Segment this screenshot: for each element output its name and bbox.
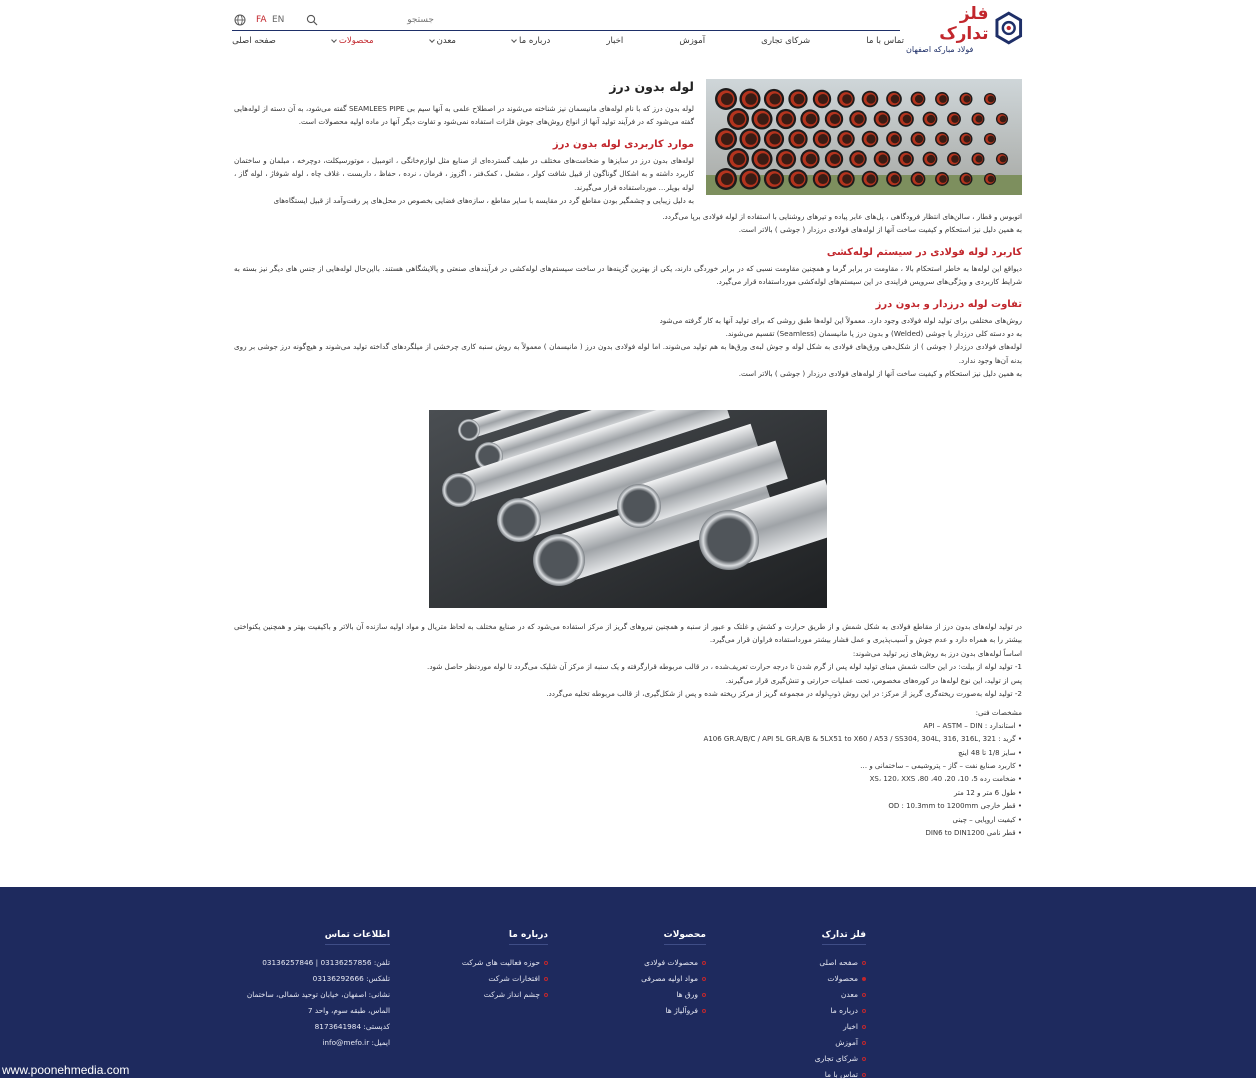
pipe-hole: [794, 174, 805, 185]
footer-link-label: شرکای تجاری: [814, 1054, 858, 1063]
nav-item-label: آموزش: [679, 36, 706, 46]
production-section: [234, 620, 1022, 841]
spec-item: • طول 6 متر و 12 متر: [954, 788, 1022, 797]
production-paragraph-2: اساساً لوله‌های بدون درز به روش‌های زیر تولید می‌شوند:: [852, 648, 1022, 658]
pipe-hole: [963, 135, 970, 142]
footer-link[interactable]: [388, 971, 548, 987]
pipe-hole: [988, 176, 995, 183]
logo-text: [906, 4, 988, 55]
pipe-hole: [818, 94, 828, 104]
pipe-hole: [878, 154, 887, 163]
steel-pipes-image: [429, 410, 827, 608]
chevron-down-icon: [429, 37, 435, 43]
logo-title: فلز تدارک: [939, 3, 989, 44]
footer-col-contact: [230, 922, 390, 1051]
nav-item-label: اخبار: [606, 36, 624, 46]
footer-link[interactable]: [706, 1035, 866, 1051]
pipe-hole: [733, 153, 745, 165]
pipe-hole: [830, 154, 840, 164]
pipe-hole: [988, 136, 995, 143]
pipe-hole: [939, 95, 947, 103]
pipe-hole: [757, 153, 769, 165]
pipe-hole: [866, 174, 875, 183]
bullet-icon: [862, 1041, 866, 1045]
pipe-hole: [951, 115, 959, 123]
steel-tube-end: [617, 484, 661, 528]
uses-heading: موارد کاربردی لوله بدون درز: [552, 138, 694, 150]
pipe-hole: [842, 94, 852, 104]
pipe-hole: [769, 173, 780, 184]
logo[interactable]: [906, 3, 1024, 54]
footer-link-label: محصولات: [827, 974, 858, 983]
pipe-hole: [878, 114, 887, 123]
footer-link[interactable]: [546, 987, 706, 1003]
search-bar: [232, 12, 900, 31]
bullet-icon: [862, 1009, 866, 1013]
pipe-hole: [915, 175, 923, 183]
nav-item-label: تماس با ما: [866, 36, 904, 46]
pipe-hole: [781, 113, 792, 124]
nav-item-label: شرکای تجاری: [761, 36, 811, 46]
contact-line: تلفن: 03136257856 | 03136257846: [262, 958, 390, 967]
footer-link-label: مواد اولیه مصرفی: [641, 974, 698, 983]
search-icon[interactable]: [306, 14, 318, 26]
footer-link-label: حوزه فعالیت های شرکت: [461, 958, 540, 967]
bullet-icon: [702, 993, 706, 997]
footer-link[interactable]: [706, 955, 866, 971]
spec-item: • کاربرد صنایع نفت – گاز – پتروشیمی – ساختمانی و …: [860, 762, 1022, 771]
pipe-hole: [915, 135, 923, 143]
footer-link-label: ورق ها: [676, 990, 698, 999]
footer-link-label: درباره ما: [830, 1006, 858, 1015]
pipe-hole: [927, 155, 935, 163]
footer-link[interactable]: [706, 1067, 866, 1083]
pipe-hole: [733, 113, 745, 125]
pipe-hole: [1000, 156, 1007, 163]
bullet-icon: [544, 993, 548, 997]
bullet-icon: [702, 1009, 706, 1013]
bullet-icon: [862, 1073, 866, 1077]
footer-link[interactable]: [546, 971, 706, 987]
logo-mark-icon: [994, 11, 1024, 47]
uses-paragraph-4: به همین دلیل نیز استحکام و کیفیت ساخت آنها از لوله‌های فولادی درزدار ( جوشی ) بالاتر است.: [738, 225, 1022, 235]
footer-link[interactable]: [546, 955, 706, 971]
search-input[interactable]: [324, 13, 434, 27]
difference-paragraph-2: به دو دسته کلی درزدار یا جوشی (Welded) و بدون درز یا مانیسمان (Seamless) تقسیم می‌شوند.: [725, 329, 1022, 339]
footer-col-products: [546, 922, 706, 1019]
pipe-hole: [903, 155, 912, 164]
steel-tube-end: [442, 473, 476, 507]
spec-item: • گرید : A106 GR.A/B/C / API 5L GR.A/B & 5LX51 to X60 / A53 / SS304, 304L, 316, 316L, 321: [703, 735, 1022, 744]
nav-item[interactable]: [232, 34, 276, 48]
spec-item: • سایز 1/8 تا 48 اینچ: [958, 748, 1022, 757]
contact-line: تلفکس: 03136292666: [312, 974, 390, 983]
nav-item-label: صفحه اصلی: [232, 36, 276, 46]
nav-item-label: معدن: [436, 36, 456, 46]
contact-line: ایمیل: info@mefo.ir: [322, 1038, 390, 1047]
uses-paragraph-2: به دلیل زیبایی و چشمگیر بودن مقاطع گرد در مقایسه با سایر مقاطع ، سازه‌های فضایی بخصوص در محل‌های پر رفت‌وآمد از قبیل ایستگاه‌های: [273, 196, 694, 206]
uses-continued: [234, 210, 1022, 381]
bullet-icon: [544, 977, 548, 981]
intro-paragraph: لوله بدون درز که با نام لوله‌های مانیسمان نیز شناخته می‌شوند در اصطلاح علمی به آنها سیم بی SEAMLEES PIPE گفته می‌شود، به آن دسته از لوله‌هایی گفته می‌شود که در فرآیند تولید آنها از انواع روش‌های جوش فلزات استفاده نمی‌شود و تفاوت دیگر آنها در ماده اولیه محصولات است.: [234, 104, 694, 127]
pipe-hole: [781, 153, 792, 164]
pipe-hole: [818, 174, 828, 184]
nav-item-label: محصولات: [338, 36, 374, 46]
footer-col3-list: [388, 955, 548, 1003]
footer-link[interactable]: [388, 955, 548, 971]
difference-heading: تفاوت لوله درزدار و بدون درز: [875, 298, 1022, 310]
pipe-hole: [1000, 116, 1007, 123]
production-paragraph-3: 1- تولید لوله از بیلت: در این حالت شمش مبنای تولید لوله پس از گرم شدن تا درجه حرارت تعریف‌شده ، در قالب مربوطه قرارگرفته و یک سنبه از مرکز آن شلیک می‌گردد تا لوله موردنظر حاصل شود.: [427, 662, 1022, 672]
bullet-icon: [862, 993, 866, 997]
difference-paragraph-4: به همین دلیل نیز استحکام و کیفیت ساخت آنها از لوله‌های فولادی درزدار ( جوشی ) بالاتر است.: [738, 369, 1022, 379]
nav-item-label: درباره ما: [519, 36, 551, 46]
footer-link-label: چشم انداز شرکت: [483, 990, 540, 999]
pipe-hole: [745, 93, 757, 105]
main-nav: [232, 34, 904, 48]
footer-link[interactable]: [706, 987, 866, 1003]
bullet-icon: [862, 1025, 866, 1029]
watermark: www.poonehmedia.com: [2, 1063, 130, 1077]
nav-item[interactable]: [430, 34, 456, 48]
pipe-hole: [939, 175, 947, 183]
lang-fa-link[interactable]: FA: [256, 15, 267, 25]
footer: [0, 887, 1256, 1078]
uses-paragraph-1: لوله‌های بدون درز در سایزها و ضخامت‌های مختلف در طیف گسترده‌ای از صنایع مثل لوازم‌خانگی ، اتومبیل ، موتورسیکلت، دوچرخه ، مبلمان و ساختمان کاربرد داشته و به اشکال گوناگون از قبیل شافت کولر ، مشعل ، کمک‌فنر ، اگزوز ، فرمان ، نرده ، حفاظ ، داربست ، غلاف چاه ، لوله شوفاژ ، لوله گاز ، لوله بویلر… مورداستفاده قرار می‌گیرند.: [234, 155, 694, 192]
pipe-hole: [891, 175, 900, 184]
footer-col-links: [706, 922, 866, 1083]
footer-link-label: محصولات فولادی: [644, 958, 698, 967]
pipe-hole: [745, 173, 757, 185]
pipe-hole: [963, 95, 970, 102]
production-paragraph-4: پس از تولید، این نوع لوله‌ها در کوره‌های مخصوص، تحت عملیات حرارتی و تنش‌گیری قرار می‌گیرند.: [725, 675, 1022, 685]
bullet-icon: [702, 977, 706, 981]
pipe-hole: [830, 114, 840, 124]
pipe-hole: [975, 155, 982, 162]
page-title: لوله بدون درز: [609, 79, 694, 94]
footer-link[interactable]: [388, 987, 548, 1003]
spec-item: • کیفیت اروپایی – چینی: [952, 815, 1022, 824]
pipe-hole: [891, 95, 900, 104]
production-paragraph-1: در تولید لوله‌های بدون درز از مقاطع فولادی به شکل شمش و از طریق حرارت و کشش و غلتک و عبور از سنبه و همچنین نیروهای گریز از مرکز استفاده می‌شود که در صنایع مختلف به لحاظ متریال و مواد اولیه سازنده آن بالاتر و باکیفیت بهتر و همچنین یکنواختی بیشتر را به همراه دارد و عدم جوش و آسیب‌پذیری و عمل فشار بیشتر مورداستفاده فراوان قرار می‌گیرد.: [234, 622, 1022, 645]
pipe-hole: [721, 93, 733, 105]
pipe-hole: [794, 134, 805, 145]
bullet-icon: [862, 961, 866, 965]
pipe-hole: [854, 114, 864, 124]
pipe-hole: [866, 94, 875, 103]
nav-item[interactable]: [866, 34, 904, 48]
difference-paragraph-3: لوله‌های فولادی درزدار ( جوشی ) از شکل‌دهی ورق‌های فولادی به شکل لوله و جوش لبه‌ی ورق‌ها به هم تولید می‌شوند. اما لوله فولادی بدون درز ( مانیسمان ) معمولاً به روش سنبه کاری چرخشی از میلگردهای گداخته تولید می‌شوند و هیچ‌گونه درز جوشی بر روی بدنه آن‌ها وجود ندارد.: [234, 342, 1022, 365]
pipe-hole: [927, 115, 935, 123]
production-paragraph-5: 2- تولید لوله به‌صورت ریخته‌گری گریز از مرکز: در این روش ذوب‌ِلوله در مجموعه گریز از مرکز ریخته شده و پس از شکل‌گیری، از قالب مربوطه تخلیه می‌گردد.: [546, 689, 1022, 699]
piping-heading: کاربرد لوله فولادی در سیستم لوله‌کشی: [826, 246, 1022, 258]
pipe-hole: [794, 94, 805, 105]
bullet-icon: [862, 977, 866, 981]
pipe-hole: [963, 175, 970, 182]
chevron-down-icon: [511, 37, 517, 43]
nav-item[interactable]: [761, 34, 810, 48]
pipe-hole: [721, 133, 733, 145]
steel-tube-end: [699, 510, 759, 570]
footer-link[interactable]: [706, 1019, 866, 1035]
nav-item[interactable]: [512, 34, 550, 48]
pipe-hole: [806, 154, 817, 165]
pipe-hole: [806, 114, 817, 125]
pipe-hole: [769, 133, 780, 144]
footer-col4-title: اطلاعات تماس: [325, 930, 390, 945]
spec-title: مشخصات فنی:: [975, 708, 1022, 718]
footer-col3-title: درباره ما: [509, 930, 548, 945]
footer-col-about: [388, 922, 548, 1003]
piping-paragraph: دیواقع این لوله‌ها به خاطر استحکام بالا ، مقاومت در برابر گرما و همچنین مقاومت نسبی که در برابر خوردگی دارند، یکی از بهترین گزینه‌ها در ساخت سیستم‌های لوله‌کشی در فرآیندهای صنعتی و پالایشگاهی هستند. بااین‌حال لوله‌هایی از جنس های دیگر نیز بسته به شرایط کاربردی و ویژگی‌های سرویس فرایندی در این سیستم‌های لوله‌کشی مورداستفاده قرار می‌گیرد.: [234, 263, 1022, 287]
pipe-hole: [951, 155, 959, 163]
pipe-hole: [842, 174, 852, 184]
nav-item[interactable]: [679, 34, 705, 48]
pipe-hole: [745, 133, 757, 145]
pipe-hole: [721, 173, 733, 185]
pipe-hole: [842, 134, 852, 144]
pipe-hole: [939, 135, 947, 143]
contact-line: الماس، طبقه سوم، واحد 7: [307, 1006, 390, 1015]
footer-link[interactable]: [546, 1003, 706, 1019]
pipe-hole: [975, 115, 982, 122]
footer-link-label: افتخارات شرکت: [488, 974, 540, 983]
pipe-hole: [903, 115, 912, 124]
pipe-hole: [988, 96, 995, 103]
lang-en-link[interactable]: EN: [272, 15, 285, 25]
pipe-hole: [854, 154, 864, 164]
pipe-hole: [769, 93, 780, 104]
footer-col2-title: محصولات: [664, 930, 706, 945]
spec-item: • استاندارد : API – ASTM – DIN: [923, 721, 1022, 730]
uses-paragraph-3: اتوبوس و قطار ، سالن‌های انتظار فرودگاهی ، پل‌های عابر پیاده و تیرهای روشنایی با استفاده از لوله فولادی برپا می‌گردد.: [662, 212, 1022, 221]
chevron-down-icon: [331, 37, 337, 43]
spec-item: • ضخامت رده 5، 10، 20، 40، 80، XS، 120، XXS: [869, 775, 1022, 784]
pipe-hole: [891, 135, 900, 144]
bullet-icon: [702, 961, 706, 965]
pipe-hole: [915, 95, 923, 103]
logo-subtitle: فولاد مبارکه اصفهان: [906, 44, 974, 54]
nav-item[interactable]: [606, 34, 623, 48]
footer-link[interactable]: [706, 971, 866, 987]
pipe-hole: [818, 134, 828, 144]
steel-tube-end: [497, 498, 541, 542]
header: [232, 3, 1024, 54]
footer-col2-list: [546, 955, 706, 1019]
footer-link-label: فروآلیاژ ها: [665, 1006, 698, 1015]
pipe-hole: [866, 134, 875, 143]
bullet-icon: [862, 1057, 866, 1061]
pipe-hole: [757, 113, 769, 125]
steel-tube-end: [458, 419, 480, 441]
footer-link-label: صفحه اصلی: [819, 958, 858, 967]
difference-paragraph-1: روش‌های مختلفی برای تولید لوله فولادی وجود دارد. معمولاً این لوله‌ها طبق روشی که برای تولید آنها به کار گرفته می‌شود: [659, 315, 1022, 325]
footer-contact-list: [230, 955, 390, 1051]
intro-section: [234, 79, 694, 207]
footer-col1-list: [706, 955, 866, 1083]
steel-tube-end: [533, 534, 585, 586]
footer-link-label: تماس با ما: [824, 1070, 858, 1079]
footer-col1-title: فلز تدارک: [822, 930, 866, 945]
bullet-icon: [544, 961, 548, 965]
black-pipes-image: [706, 79, 1022, 195]
footer-link[interactable]: [706, 1051, 866, 1067]
footer-link-label: اخبار: [843, 1022, 858, 1031]
footer-link-label: معدن: [840, 990, 858, 999]
spec-item: • قطر خارجی OD : 10.3mm to 1200mm: [888, 802, 1022, 811]
spec-list: [234, 720, 1022, 841]
spec-item: • قطر نامی DIN6 to DIN1200: [925, 829, 1022, 838]
footer-link-label: آموزش: [835, 1038, 858, 1047]
contact-line: کدپستی: 8173641984: [314, 1022, 390, 1031]
globe-icon[interactable]: [234, 14, 246, 26]
nav-item[interactable]: [332, 34, 374, 48]
footer-link[interactable]: [706, 1003, 866, 1019]
contact-line: نشانی: اصفهان، خیابان توحید شمالی، ساختمان: [246, 990, 390, 999]
